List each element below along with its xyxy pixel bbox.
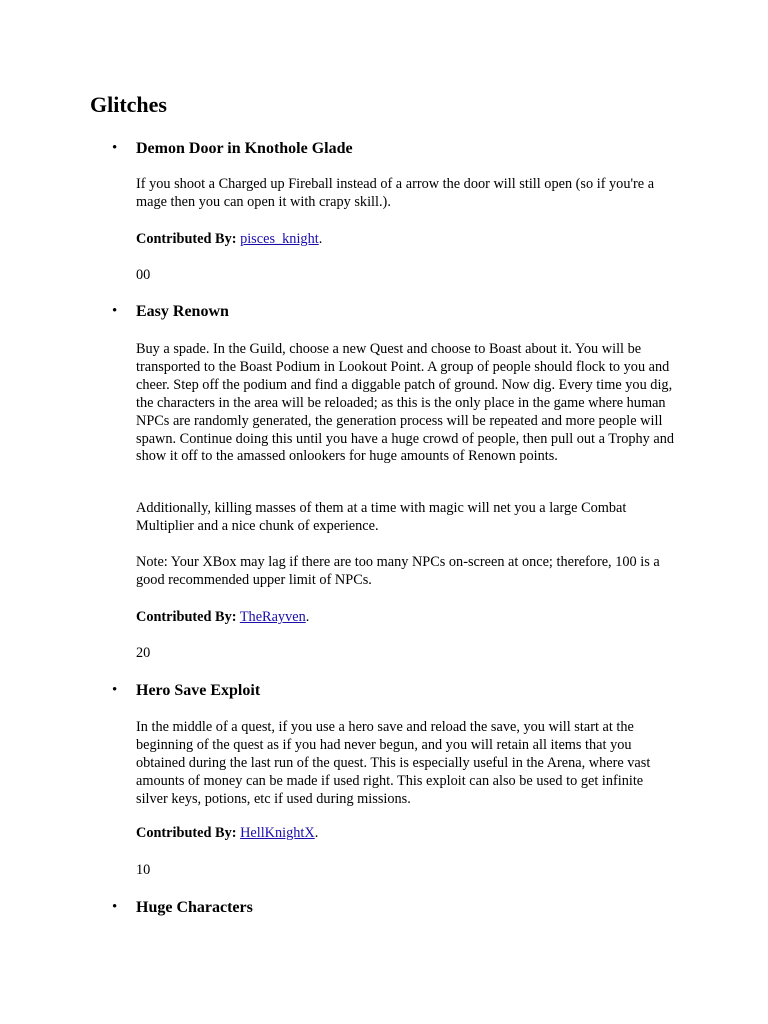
contributor-label: Contributed By:: [136, 231, 237, 247]
glitch-paragraph: Note: Your XBox may lag if there are too many NPCs on-screen at once; therefore, 100 is a good recommended upper limit of NPCs.: [136, 554, 660, 588]
bullet-icon: •: [112, 899, 118, 915]
contributor-line: [136, 824, 318, 842]
contributor-link[interactable]: TheRayven: [239, 609, 306, 625]
contributor-label: Contributed By:: [136, 609, 237, 625]
score-value: 00: [136, 267, 151, 283]
bullet-icon: •: [112, 682, 118, 698]
page-title: Glitches: [90, 92, 167, 117]
glitch-heading: Huge Characters: [136, 899, 253, 916]
glitch-heading: Demon Door in Knothole Glade: [136, 140, 353, 157]
bullet-icon: •: [112, 140, 118, 156]
glitch-heading: Hero Save Exploit: [136, 682, 261, 699]
contributor-label: Contributed By:: [136, 825, 237, 841]
score-value: 10: [136, 862, 151, 878]
bullet-icon: •: [112, 303, 118, 319]
contributor-period: .: [314, 825, 319, 841]
glitch-paragraph: In the middle of a quest, if you use a hero save and reload the save, you will start at the beginning of the quest as if you had never begun, and you will retain all items that you obtained during the last run of the quest. This is especially useful in the Arena, where vast amounts of money can be made if used right. This exploit can also be used to get infinite silver keys, potions, etc if used during missions.: [136, 719, 651, 807]
contributor-period: .: [318, 231, 323, 247]
contributor-period: .: [305, 609, 310, 625]
score-value: 20: [136, 645, 151, 661]
contributor-line: [136, 608, 309, 626]
contributor-line: [136, 230, 322, 248]
glitch-paragraph: Additionally, killing masses of them at a time with magic will net you a large Combat Multiplier and a nice chunk of experience.: [136, 500, 627, 534]
contributor-link[interactable]: HellKnightX: [240, 825, 315, 841]
glitch-paragraph: Buy a spade. In the Guild, choose a new Quest and choose to Boast about it. You will be transported to the Boast Podium in Lookout Point. A group of people should flock to you and cheer. Step off the podium and find a diggable patch of ground. Now dig. Every time you dig, the characters in the area will be reloaded; as this is the only place in the game where human NPCs are randomly generated, the generation process will be repeated and more people will spawn. Continue doing this until you have a huge crowd of people, then pull out a Trophy and show it off to the amassed onlookers for huge amounts of Renown points.: [136, 341, 675, 465]
contributor-link[interactable]: pisces_knight: [240, 231, 319, 247]
glitch-heading: Easy Renown: [136, 303, 229, 320]
glitch-paragraph: If you shoot a Charged up Fireball instead of a arrow the door will still open (so if you're a mage then you can open it with crapy skill.).: [136, 176, 655, 210]
